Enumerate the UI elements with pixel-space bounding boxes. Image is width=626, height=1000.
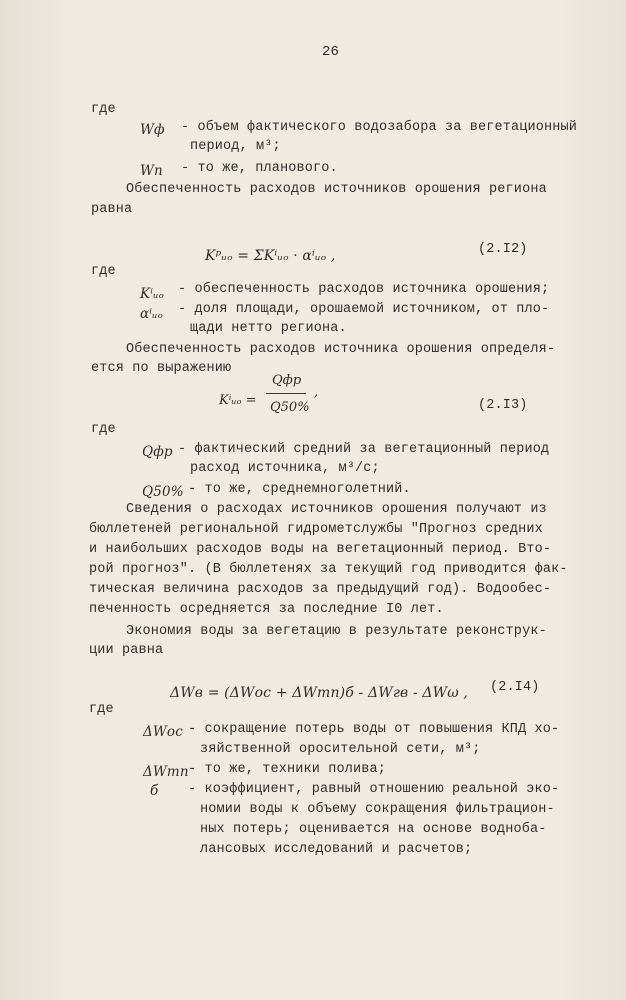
symbol-dw-tp: ΔWтп xyxy=(143,764,189,780)
def-dw-os: - сокращение потерь воды от повышения КПД хо- xyxy=(188,722,560,737)
def-w-fact: - объем фактического водозабора за вегетационный xyxy=(181,120,578,135)
def-sigma-cont-3: лансовых исследований и расчетов; xyxy=(200,842,473,857)
def-dw-tp: - то же, техники полива; xyxy=(188,762,387,777)
para-savings-2: ции равна xyxy=(89,643,164,658)
where-label-1: где xyxy=(91,102,116,117)
def-dw-os-cont: зяйственной оросительной сети, м³; xyxy=(200,742,481,757)
para-source-a: Обеспеченность расходов источника орошения определя- xyxy=(126,342,556,357)
equation-number-2-12: (2.I2) xyxy=(478,242,528,257)
equation-2-12: Kᵖᵤₒ = ΣKⁱᵤₒ · αⁱᵤₒ , xyxy=(205,248,336,264)
equation-2-13-numerator: Qфр xyxy=(272,373,302,388)
def-k-io: - обеспеченность расходов источника орошения; xyxy=(178,282,550,297)
para-provision-a: Обеспеченность расходов источников орошения региона xyxy=(126,182,547,197)
symbol-dw-os: ΔWос xyxy=(143,724,183,740)
def-q-50: - то же, среднемноголетний. xyxy=(188,482,411,497)
equation-2-13-lhs: Kⁱᵤₒ = xyxy=(219,393,257,408)
fraction-bar xyxy=(266,393,306,394)
where-label-3: где xyxy=(91,422,116,437)
def-sigma: - коэффициент, равный отношению реальной эко- xyxy=(188,782,560,797)
equation-2-13-denominator: Q50% xyxy=(270,400,310,415)
para-bulletin-6: печенность осредняется за последние I0 лет. xyxy=(89,602,444,617)
def-sigma-cont-2: ных потерь; оценивается на основе водноба- xyxy=(200,822,547,837)
para-provision-b: равна xyxy=(91,202,133,217)
para-source-b: ется по выражению xyxy=(91,361,232,376)
para-savings-1: Экономия воды за вегетацию в результате реконструк- xyxy=(126,624,547,639)
def-w-fact-cont: период, м³; xyxy=(190,139,281,154)
def-alpha-io: - доля площади, орошаемой источником, от пло- xyxy=(178,302,550,317)
para-bulletin-3: и наибольших расходов воды на вегетационный период. Вто- xyxy=(89,542,552,557)
equation-number-2-14: (2.I4) xyxy=(490,680,540,695)
where-label-2: где xyxy=(91,264,116,279)
where-label-4: где xyxy=(89,702,114,717)
def-q-fact-cont: расход источника, м³/с; xyxy=(190,461,380,476)
para-bulletin-4: рой прогноз". (В бюллетенях за текущий год приводится фак- xyxy=(89,562,568,577)
def-alpha-io-cont: щади нетто региона. xyxy=(190,321,347,336)
symbol-w-plan: Wп xyxy=(140,163,163,179)
para-bulletin-2: бюллетеней региональной гидрометслужбы "Прогноз средних xyxy=(89,522,543,537)
symbol-q-fact: Qфр xyxy=(142,444,173,460)
page-number: 26 xyxy=(322,44,340,60)
equation-2-13-comma: , xyxy=(314,385,319,400)
def-w-plan: - то же, планового. xyxy=(181,161,338,176)
equation-number-2-13: (2.I3) xyxy=(478,398,528,413)
def-sigma-cont-1: номии воды к объему сокращения фильтрацион- xyxy=(200,802,555,817)
symbol-w-fact: Wф xyxy=(140,122,165,138)
para-bulletin-1: Сведения о расходах источников орошения получают из xyxy=(126,502,547,517)
equation-2-14: ΔWв = (ΔWос + ΔWтп)б - ΔWгв - ΔWω , xyxy=(170,685,468,701)
symbol-alpha-io: αⁱᵤₒ xyxy=(140,306,164,322)
symbol-q-50: Q50% xyxy=(142,484,184,500)
symbol-sigma: б xyxy=(150,783,159,799)
para-bulletin-5: тическая величина расходов за предыдущий год). Водообес- xyxy=(89,582,552,597)
def-q-fact: - фактический средний за вегетационный период xyxy=(178,442,550,457)
symbol-k-io: Kⁱᵤₒ xyxy=(140,286,164,302)
